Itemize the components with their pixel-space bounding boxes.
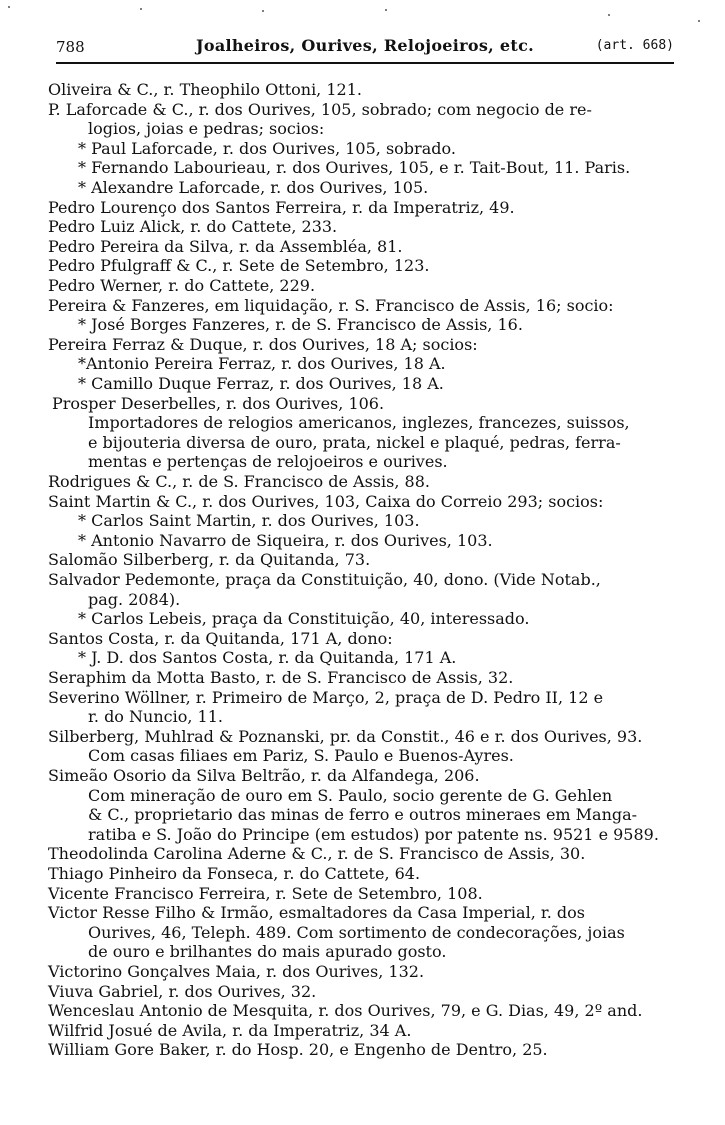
entry-line: Santos Costa, r. da Quitanda, 171 A, dono:	[48, 628, 393, 648]
partner-line: * Carlos Saint Martin, r. dos Ourives, 103.	[78, 511, 420, 531]
entry-line: Victorino Gonçalves Maia, r. dos Ourives, 132.	[48, 962, 425, 981]
entry-line: Pereira Ferraz & Duque, r. dos Ourives, 18 A; socios:	[48, 334, 478, 354]
entry-line-continuation: de ouro e brilhantes do mais apurado gosto.	[88, 942, 447, 962]
entry-line: William Gore Baker, r. do Hosp. 20, e Engenho de Dentro, 25.	[48, 1040, 548, 1060]
entry-line: Pedro Lourenço dos Santos Ferreira, r. da Imperatriz, 49.	[48, 197, 515, 217]
article-reference: (art. 668)	[595, 38, 674, 53]
entry-line-continuation: r. do Nuncio, 11.	[88, 707, 223, 727]
entry-description: e bijouteria diversa de ouro, prata, nickel e plaqué, pedras, ferra-	[88, 432, 621, 452]
entry-line: Theodolinda Carolina Aderne & C., r. de S. Francisco de Assis, 30.	[48, 844, 586, 864]
scan-speck	[698, 20, 700, 22]
entry-line: Prosper Deserbelles, r. dos Ourives, 106.	[52, 393, 385, 413]
entry-line: Wenceslau Antonio de Mesquita, r. dos Ourives, 79, e G. Dias, 49, 2º and.	[48, 1001, 643, 1021]
partner-line: * Antonio Navarro de Siqueira, r. dos Ourives, 103.	[78, 530, 493, 550]
entry-description: & C., proprietario das minas de ferro e outros mineraes em Manga-	[88, 805, 638, 825]
header-rule	[56, 62, 674, 64]
scan-speck	[140, 8, 142, 10]
entry-line: Pedro Luiz Alick, r. do Cattete, 233.	[48, 217, 338, 237]
entry-line: Pereira & Fanzeres, em liquidação, r. S. Francisco de Assis, 16; socio:	[48, 295, 614, 315]
partner-line: * Carlos Lebeis, praça da Constituição, 40, interessado.	[78, 609, 530, 629]
partner-line: *Antonio Pereira Ferraz, r. dos Ourives, 18 A.	[78, 354, 446, 374]
partner-line: * Fernando Labourieau, r. dos Ourives, 105, e r. Tait-Bout, 11. Paris.	[78, 158, 631, 178]
page-number: 788	[56, 38, 85, 56]
entry-line: Vicente Francisco Ferreira, r. Sete de Setembro, 108.	[48, 883, 483, 903]
partner-line: * Alexandre Laforcade, r. dos Ourives, 105.	[78, 178, 429, 197]
entry-line: Wilfrid Josué de Avila, r. da Imperatriz, 34 A.	[48, 1020, 412, 1040]
entry-line: Pedro Pereira da Silva, r. da Assembléa, 81.	[48, 236, 403, 256]
entry-line-continuation: pag. 2084).	[88, 589, 181, 609]
scan-speck	[262, 10, 264, 12]
entry-line-continuation: Ourives, 46, Teleph. 489. Com sortimento de condecorações, joias	[88, 922, 625, 942]
partner-line: * Paul Laforcade, r. dos Ourives, 105, sobrado.	[78, 138, 456, 158]
entry-line: Silberberg, Muhlrad & Poznanski, pr. da Constit., 46 e r. dos Ourives, 93.	[48, 726, 643, 746]
partner-line: * Camillo Duque Ferraz, r. dos Ourives, 18 A.	[78, 374, 444, 393]
page-header	[56, 34, 674, 58]
partner-line: * José Borges Fanzeres, r. de S. Francisco de Assis, 16.	[78, 315, 523, 335]
entry-line: Viuva Gabriel, r. dos Ourives, 32.	[48, 981, 317, 1001]
entry-line: Simeão Osorio da Silva Beltrão, r. da Alfandega, 206.	[48, 766, 480, 785]
entry-description: mentas e pertenças de relojoeiros e ourives.	[88, 452, 448, 472]
running-title: Joalheiros, Ourives, Relojoeiros, etc.	[195, 36, 534, 55]
entry-line: Oliveira & C., r. Theophilo Ottoni, 121.	[48, 80, 362, 99]
entry-line: Pedro Pfulgraff & C., r. Sete de Setembro, 123.	[48, 256, 430, 276]
entry-line: Rodrigues & C., r. de S. Francisco de Assis, 88.	[48, 472, 430, 491]
entry-line: Victor Resse Filho & Irmão, esmaltadores da Casa Imperial, r. dos	[48, 903, 586, 923]
entry-description: ratiba e S. João do Principe (em estudos) por patente ns. 9521 e 9589.	[88, 824, 659, 844]
scan-speck	[8, 6, 10, 8]
entry-line: Salvador Pedemonte, praça da Constituição, 40, dono. (Vide Notab.,	[48, 570, 601, 589]
entry-line: P. Laforcade & C., r. dos Ourives, 105, sobrado; com negocio de re-	[48, 99, 592, 119]
scan-speck	[608, 14, 610, 16]
entry-description: Com mineração de ouro em S. Paulo, socio gerente de G. Gehlen	[88, 785, 613, 805]
entry-description: Importadores de relogios americanos, inglezes, francezes, suissos,	[88, 413, 630, 433]
entry-line-continuation: logios, joias e pedras; socios:	[88, 119, 325, 139]
entry-line: Severino Wöllner, r. Primeiro de Março, 2, praça de D. Pedro II, 12 e	[48, 687, 604, 707]
entry-description: Com casas filiaes em Pariz, S. Paulo e Buenos-Ayres.	[88, 746, 514, 766]
scan-speck	[385, 9, 387, 11]
entry-line: Pedro Werner, r. do Cattete, 229.	[48, 276, 316, 295]
entry-line: Seraphim da Motta Basto, r. de S. Francisco de Assis, 32.	[48, 668, 514, 687]
entry-line: Saint Martin & C., r. dos Ourives, 103, Caixa do Correio 293; socios:	[48, 491, 604, 511]
partner-line: * J. D. dos Santos Costa, r. da Quitanda, 171 A.	[78, 648, 457, 668]
entry-line: Thiago Pinheiro da Fonseca, r. do Cattete, 64.	[48, 864, 421, 883]
entry-line: Salomão Silberberg, r. da Quitanda, 73.	[48, 550, 371, 570]
